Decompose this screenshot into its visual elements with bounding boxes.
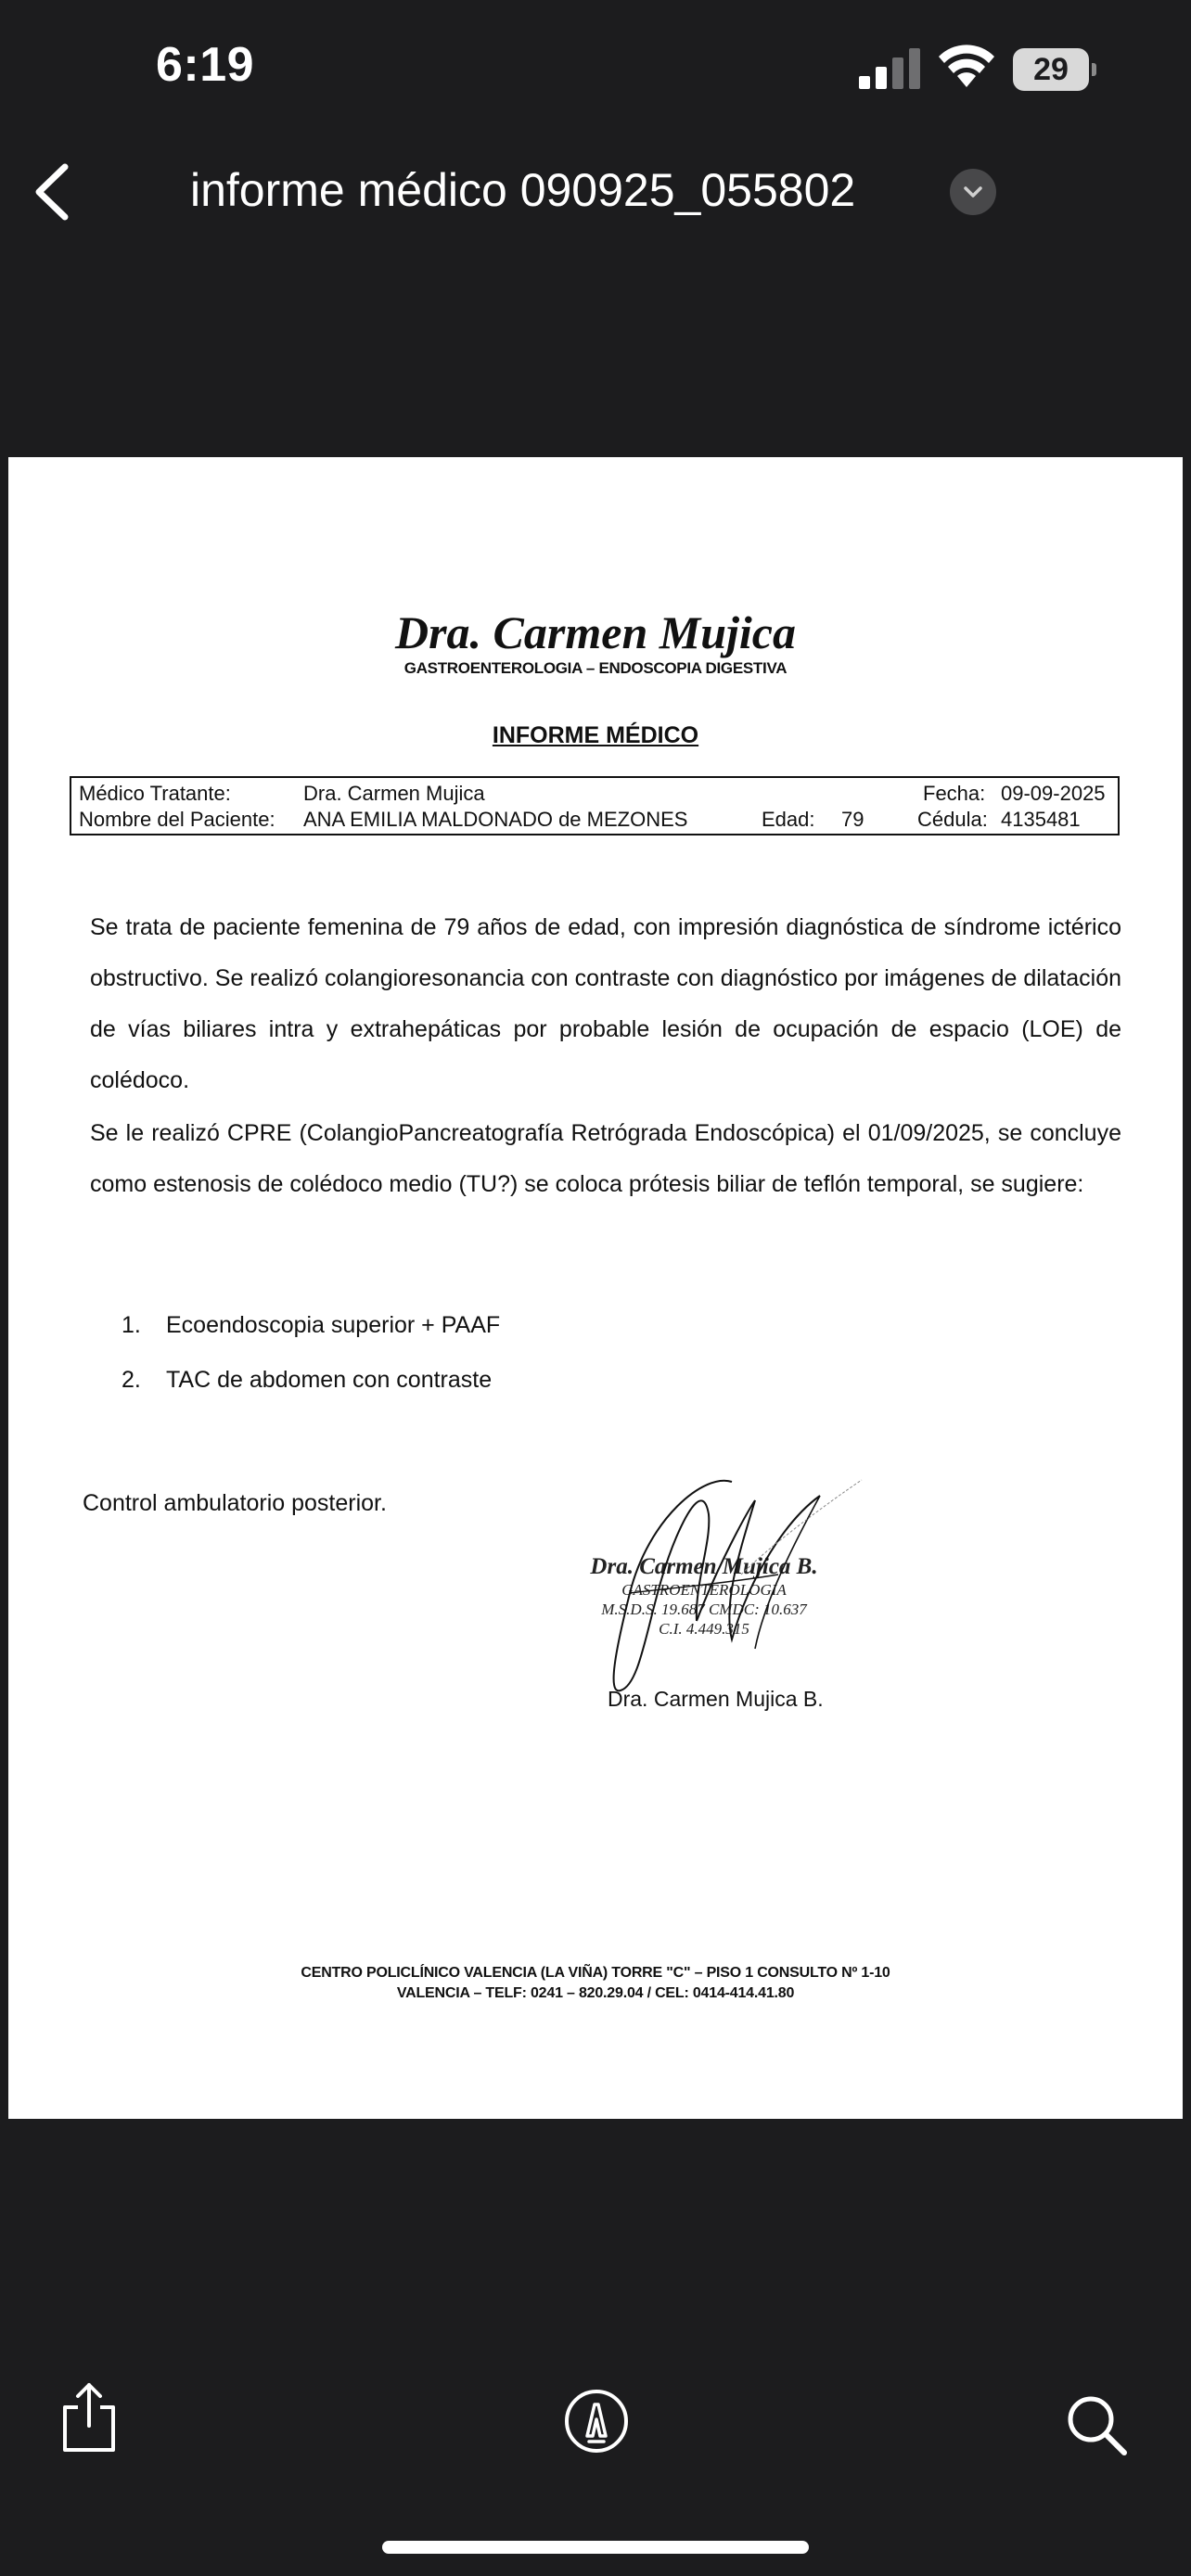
footer-address: CENTRO POLICLÍNICO VALENCIA (LA VIÑA) TORRE "C" – PISO 1 CONSULTO Nº 1-10 bbox=[301, 1965, 890, 1981]
paciente-label: Nombre del Paciente: bbox=[79, 808, 275, 831]
home-indicator[interactable] bbox=[382, 2541, 809, 2554]
doctor-title: Dra. Carmen Mujica bbox=[394, 606, 796, 658]
paragraph-diagnosis: Se trata de paciente femenina de 79 años de edad, con impresión diagnóstica de síndrome ictérico obstructivo. Se realizó colangioresonancia con contraste con diagnóstico por imágenes de dilatación de vías biliares intra y extrahepáticas por probable lesión de ocupación de espacio (LOE) de colédoco. bbox=[90, 914, 1121, 1093]
patient-info-box bbox=[70, 776, 1120, 835]
wifi-icon bbox=[937, 45, 996, 89]
footer-contact: VALENCIA – TELF: 0241 – 820.29.04 / CEL: 0414-414.41.80 bbox=[396, 1985, 795, 2001]
stamp-name: Dra. Carmen Mujica B. bbox=[590, 1554, 818, 1579]
paragraph-procedure: Se le realizó CPRE (ColangioPancreatografía Retrógrada Endoscópica) el 01/09/2025, se concluye como estenosis de colédoco medio (TU?) se coloca prótesis biliar de teflón temporal, se sugiere: bbox=[90, 1120, 1121, 1197]
list-item-text: Ecoendoscopia superior + PAAF bbox=[166, 1312, 501, 1338]
document-page[interactable] bbox=[8, 457, 1183, 2119]
stamp-specialty: GASTROENTEROLOGIA bbox=[621, 1581, 787, 1599]
status-time: 6:19 bbox=[156, 38, 255, 92]
battery-level: 29 bbox=[1013, 48, 1089, 91]
cedula-value: 4135481 bbox=[1001, 808, 1081, 831]
fecha-value: 09-09-2025 bbox=[1001, 782, 1106, 805]
edad-value: 79 bbox=[841, 808, 864, 831]
back-chevron-icon[interactable] bbox=[28, 159, 78, 224]
fecha-label: Fecha: bbox=[923, 782, 986, 805]
cellular-signal-icon bbox=[857, 46, 924, 89]
recommendations-list bbox=[122, 1312, 500, 1422]
list-item-text: TAC de abdomen con contraste bbox=[166, 1367, 493, 1393]
edad-label: Edad: bbox=[762, 808, 815, 831]
list-item-number: 2. bbox=[122, 1367, 141, 1393]
chevron-down-icon bbox=[962, 185, 984, 199]
battery-tip bbox=[1092, 63, 1096, 76]
share-icon[interactable] bbox=[56, 2381, 122, 2454]
doctor-specialty: GASTROENTEROLOGIA – ENDOSCOPIA DIGESTIVA bbox=[403, 659, 788, 677]
signature-name: Dra. Carmen Mujica B. bbox=[608, 1687, 824, 1711]
handwritten-signature bbox=[593, 1463, 890, 1704]
markup-icon[interactable] bbox=[563, 2385, 630, 2457]
title-menu-button[interactable] bbox=[950, 169, 996, 215]
list-item-number: 1. bbox=[122, 1312, 141, 1338]
battery-indicator bbox=[1013, 48, 1096, 91]
cedula-label: Cédula: bbox=[917, 808, 988, 831]
report-heading: INFORME MÉDICO bbox=[492, 722, 699, 748]
list-item bbox=[122, 1367, 500, 1422]
medico-value: Dra. Carmen Mujica bbox=[303, 782, 485, 805]
control-note: Control ambulatorio posterior. bbox=[83, 1490, 387, 1516]
stamp-id: C.I. 4.449.315 bbox=[659, 1620, 749, 1638]
paciente-value: ANA EMILIA MALDONADO de MEZONES bbox=[303, 808, 688, 831]
list-item bbox=[122, 1312, 500, 1367]
document-title[interactable]: informe médico 090925_055802 bbox=[190, 164, 856, 216]
medico-label: Médico Tratante: bbox=[79, 782, 231, 805]
stamp-registration: M.S.D.S. 19.687 CMDC: 10.637 bbox=[601, 1600, 807, 1618]
search-icon[interactable] bbox=[1063, 2389, 1130, 2461]
